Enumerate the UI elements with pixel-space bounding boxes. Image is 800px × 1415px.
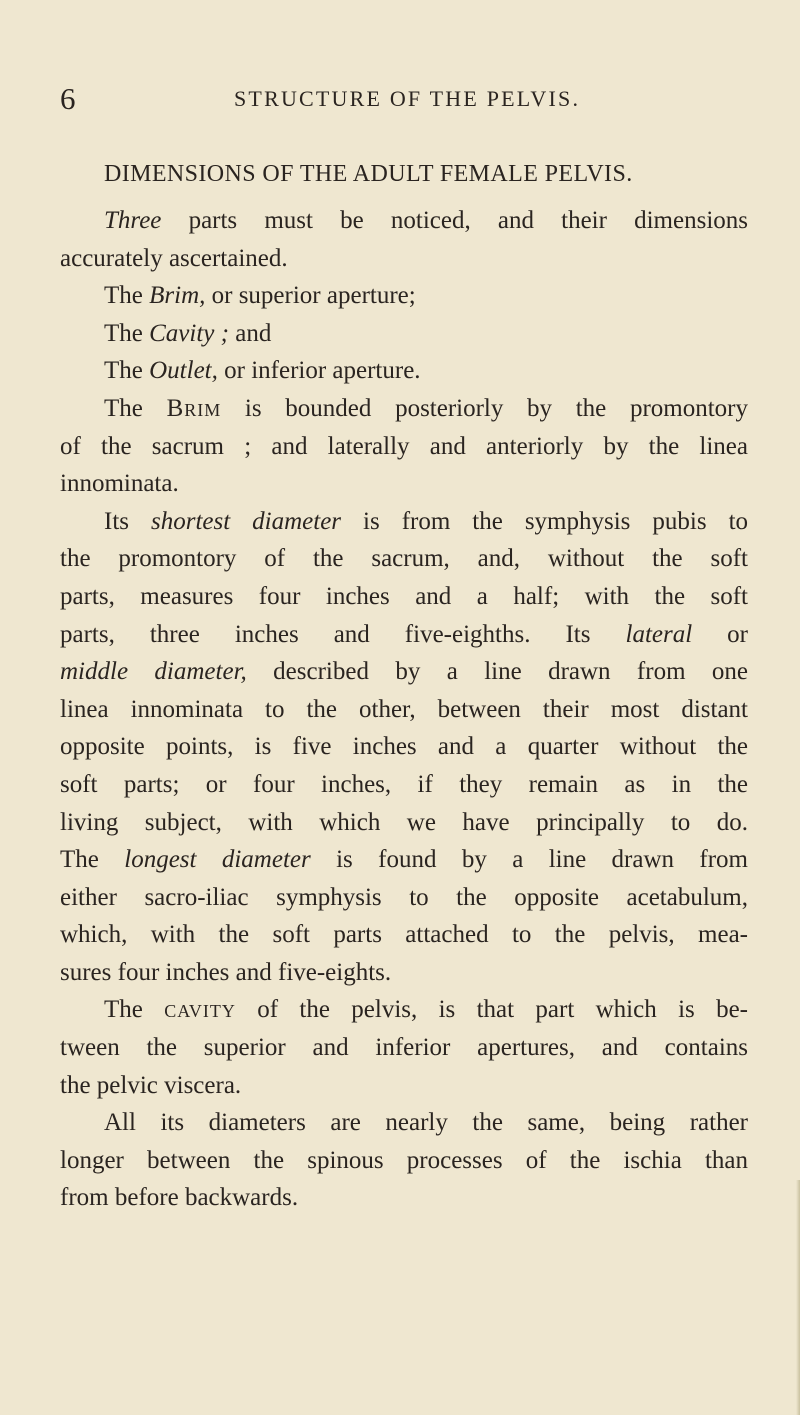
text-line bbox=[60, 1142, 748, 1180]
text-run: accurately ascertained. bbox=[60, 244, 288, 272]
text-run: The bbox=[104, 282, 150, 310]
text-run: the promontory of the sacrum, and, without the soft bbox=[60, 545, 748, 573]
text-line bbox=[60, 916, 748, 954]
text-run: is found by a line drawn from bbox=[310, 846, 748, 874]
text-line bbox=[60, 766, 748, 804]
text-line bbox=[60, 277, 748, 315]
text-run: The bbox=[104, 319, 150, 347]
text-line bbox=[60, 879, 748, 917]
text-run: described by a line drawn from one bbox=[246, 658, 749, 686]
text-run: parts, three inches and five-eighths. Its bbox=[60, 620, 626, 648]
text-line bbox=[60, 240, 748, 278]
italic-term: middle diameter, bbox=[60, 658, 247, 686]
italic-term: Outlet, bbox=[149, 357, 218, 385]
text-run: which, with the soft parts attached to the pelvis, mea- bbox=[60, 921, 748, 949]
italic-term: shortest diameter bbox=[151, 507, 342, 535]
text-run: tween the superior and inferior apertures, and contains bbox=[60, 1034, 748, 1062]
text-run: innominata. bbox=[60, 470, 179, 498]
text-run: or bbox=[692, 620, 749, 648]
text-run: The bbox=[60, 846, 125, 874]
text-run: the pelvic viscera. bbox=[60, 1071, 242, 1099]
text-line bbox=[60, 465, 748, 503]
text-run: The bbox=[104, 394, 167, 422]
section-title: DIMENSIONS OF THE ADULT FEMALE PELVIS. bbox=[104, 161, 633, 187]
text-line bbox=[60, 352, 748, 390]
small-caps-term: Brim bbox=[166, 394, 222, 422]
text-line bbox=[60, 1104, 748, 1142]
text-line bbox=[60, 653, 748, 691]
text-run: opposite points, is five inches and a quarter without the bbox=[60, 733, 748, 761]
text-run: longer between the spinous processes of the ischia than bbox=[60, 1146, 748, 1174]
italic-term: lateral bbox=[625, 620, 693, 648]
text-line bbox=[60, 428, 748, 466]
text-line bbox=[60, 503, 748, 541]
text-line bbox=[60, 991, 748, 1029]
text-run: or inferior aperture. bbox=[217, 357, 421, 385]
text-run: sures four inches and five-eights. bbox=[60, 958, 392, 986]
text-line bbox=[60, 954, 748, 992]
text-line bbox=[60, 315, 748, 353]
text-line bbox=[60, 616, 748, 654]
text-line bbox=[60, 390, 748, 428]
text-line bbox=[60, 578, 748, 616]
text-run: linea innominata to the other, between their most distant bbox=[60, 695, 748, 723]
text-run: parts, measures four inches and a half; with the soft bbox=[60, 582, 748, 610]
text-run: The bbox=[104, 996, 165, 1024]
text-line bbox=[60, 202, 748, 240]
text-run: Its bbox=[104, 507, 151, 535]
small-caps-term: cavity bbox=[164, 996, 236, 1024]
text-run: or superior aperture; bbox=[205, 282, 416, 310]
text-run: either sacro-iliac symphysis to the opposite acetabulum, bbox=[60, 883, 748, 911]
text-run: living subject, with which we have principally to do. bbox=[60, 808, 748, 836]
text-run: All its diameters are nearly the same, being rather bbox=[104, 1109, 748, 1137]
text-line bbox=[60, 804, 748, 842]
italic-term: longest diameter bbox=[124, 846, 311, 874]
text-run: soft parts; or four inches, if they remain as in the bbox=[60, 770, 748, 798]
italic-term: Brim, bbox=[149, 282, 206, 310]
italic-term: Cavity ; bbox=[149, 319, 229, 347]
text-line bbox=[60, 1067, 748, 1105]
running-title: STRUCTURE OF THE PELVIS. bbox=[234, 86, 581, 111]
text-line bbox=[60, 841, 748, 879]
italic-term: Three bbox=[104, 207, 162, 234]
text-run: of the sacrum ; and laterally and anteriorly by the linea bbox=[60, 432, 748, 460]
text-run: The bbox=[104, 357, 150, 385]
body-text bbox=[60, 202, 748, 1217]
text-line bbox=[60, 540, 748, 578]
page-number: 6 bbox=[60, 81, 76, 116]
text-run: and bbox=[228, 319, 272, 347]
text-run: from before backwards. bbox=[60, 1184, 299, 1212]
text-line bbox=[60, 691, 748, 729]
text-line bbox=[60, 1029, 748, 1067]
page-edge-shadow bbox=[796, 1180, 800, 1415]
page-header bbox=[60, 82, 760, 116]
text-run: is bounded posteriorly by the promontory bbox=[221, 394, 749, 422]
text-run: is from the symphysis pubis to bbox=[341, 507, 749, 535]
text-line bbox=[60, 1179, 748, 1217]
text-run: of the pelvis, is that part which is be- bbox=[235, 996, 748, 1024]
text-run: parts must be noticed, and their dimensions bbox=[161, 207, 748, 234]
text-line bbox=[60, 728, 748, 766]
